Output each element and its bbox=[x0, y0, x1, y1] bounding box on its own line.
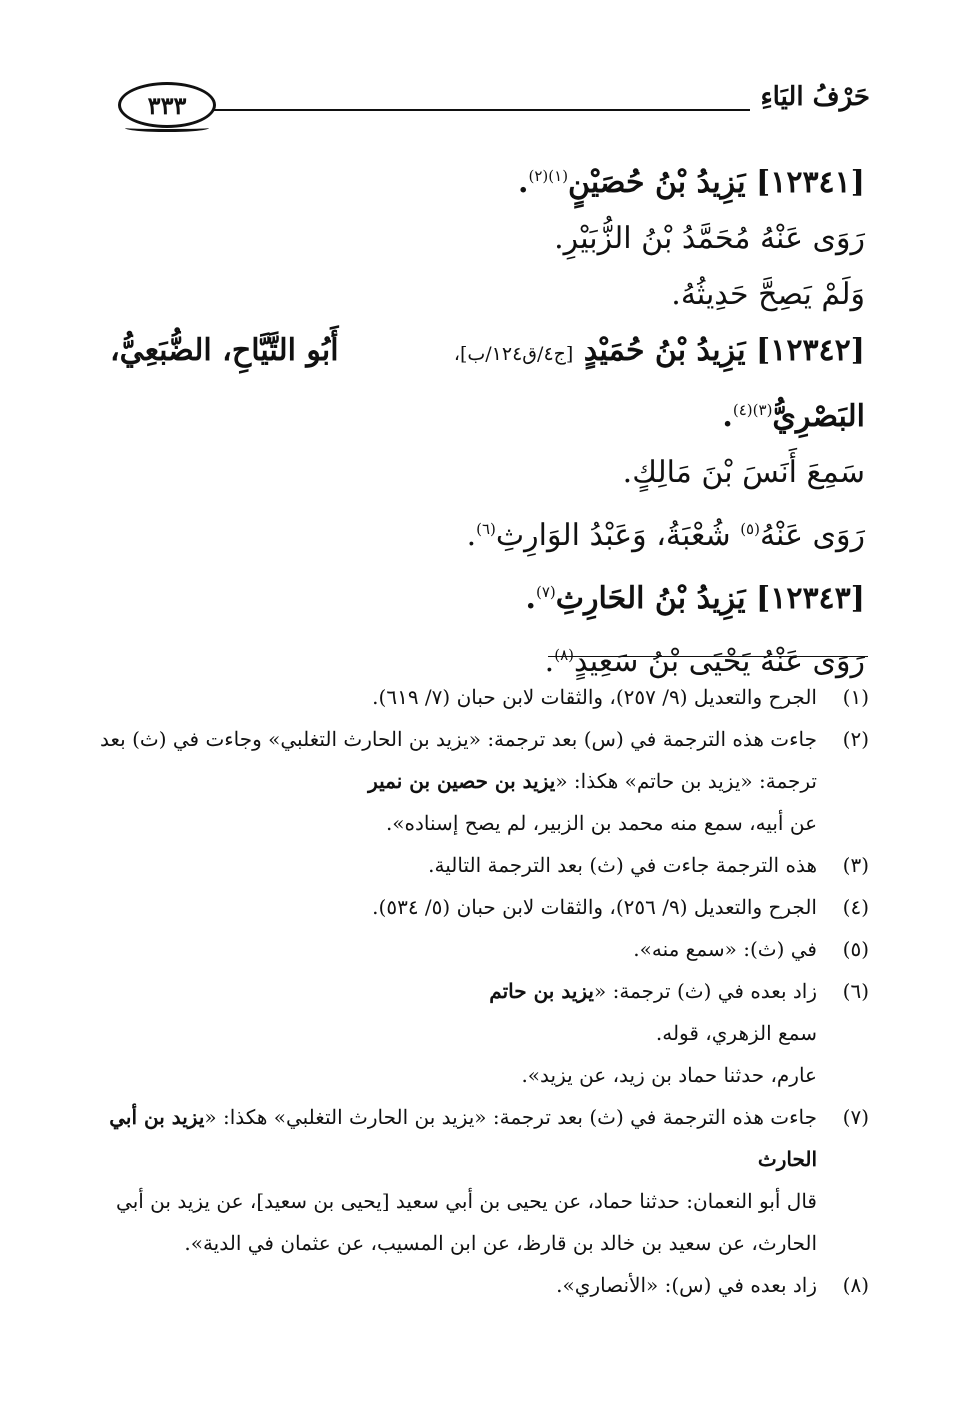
page-number-badge bbox=[118, 82, 216, 128]
running-title: حَرْفُ اليَاءِ bbox=[760, 82, 870, 112]
footnote-ref[interactable]: (٣)(٤) bbox=[732, 401, 773, 419]
entry-heading-continued: البَصْرِيُّ$^{(٣)(٤)}$. bbox=[722, 399, 865, 434]
footnote: (٦) زاد بعده في (ث) ترجمة: «يزيد بن حاتم سمع الزهري، قوله. عارم، حدثنا حماد بن زيد، عن يزيد». bbox=[124, 970, 869, 1096]
entry-line: رَوَى عَنْهُ يَحْيَى بْنُ سَعِيدٍ$^{(٨)}$. bbox=[544, 644, 865, 679]
footnote-number: (٨) bbox=[842, 1273, 869, 1297]
entry-line: رَوَى عَنْهُ$^{(٥)}$ شُعْبَةُ، وَعَبْدُ الوَارِثِ$^{(٦)}$. bbox=[466, 518, 865, 553]
footnote: (٣) هذه الترجمة جاءت في (ث) بعد الترجمة التالية. bbox=[124, 844, 869, 886]
entry-line: رَوَى عَنْهُ مُحَمَّدُ بْنُ الزُّبَيْرِ. bbox=[554, 221, 865, 256]
footnote-ref[interactable]: (١)(٢) bbox=[528, 167, 569, 185]
running-header bbox=[118, 82, 870, 130]
footnote: (٨) زاد بعده في (س): «الأنصاري». bbox=[124, 1264, 869, 1306]
footnote: (١) الجرح والتعديل (٩/ ٢٥٧)، والثقات لابن حبان (٧/ ٦١٩). bbox=[124, 676, 869, 718]
entry-line: وَلَمْ يَصِحَّ حَدِيثُهُ. bbox=[671, 277, 865, 312]
entry-line: سَمِعَ أَنَسَ بْنَ مَالِكٍ. bbox=[622, 455, 865, 490]
main-text bbox=[110, 148, 865, 690]
footnote-divider bbox=[548, 656, 868, 657]
header-rule bbox=[212, 109, 750, 111]
footnote: (٤) الجرح والتعديل (٩/ ٢٥٦)، والثقات لابن حبان (٥/ ٥٣٤). bbox=[124, 886, 869, 928]
folio-marker: [ج٤/ق١٢٤/ب]، bbox=[453, 343, 574, 365]
footnote-number: (١) bbox=[842, 685, 869, 709]
footnote-number: (٢) bbox=[842, 727, 869, 751]
footnote-number: (٤) bbox=[842, 895, 869, 919]
footnote-number: (٦) bbox=[842, 979, 869, 1003]
footnote-number: (٣) bbox=[842, 853, 869, 877]
footnotes bbox=[100, 676, 869, 1306]
footnote: (٥) في (ث): «سمع منه». bbox=[124, 928, 869, 970]
footnote-ref[interactable]: (٨) bbox=[554, 646, 574, 664]
footnote: (٧) جاءت هذه الترجمة في (ث) بعد ترجمة: «يزيد بن الحارث التغلبي» هكذا: «يزيد بن أبي الحارث قال أبو النعمان: حدثنا حماد، عن يحيى بن أبي سعيد [يحيى بن سعيد]، عن يزيد بن أبي الحارث، عن سعيد بن خالد بن قارظ، عن ابن المسيب، عن عثمان في الدية». bbox=[124, 1096, 869, 1264]
footnote-ref[interactable]: (٦) bbox=[476, 520, 496, 538]
entry-heading: [١٢٣٤٢] يَزِيدُ بْنُ حُمَيْدٍ [ج٤/ق١٢٤/ب]، أَبُو التَّيَّاحِ، الضُّبَعِيُّ، bbox=[110, 333, 865, 368]
page-number: ٣٣٣ bbox=[147, 90, 187, 120]
entry-heading: [١٢٣٤٣] يَزِيدُ بْنُ الحَارِثِ$^{(٧)}$. bbox=[525, 581, 865, 616]
footnote-ref[interactable]: (٥) bbox=[740, 520, 760, 538]
footnote-ref[interactable]: (٧) bbox=[536, 583, 556, 601]
footnote-number: (٥) bbox=[842, 937, 869, 961]
entry-heading: [١٢٣٤١] يَزِيدُ بْنُ حُصَيْنٍ$^{(١)(٢)}$. bbox=[518, 165, 865, 200]
footnote-number: (٧) bbox=[842, 1105, 869, 1129]
footnote: (٢) جاءت هذه الترجمة في (س) بعد ترجمة: «يزيد بن الحارث التغلبي» وجاءت في (ث) بعد ترجمة: «يزيد بن حاتم» هكذا: «يزيد بن حصين بن نمير عن أبيه، سمع منه محمد بن الزبير، لم يصح إسناده». bbox=[124, 718, 869, 844]
